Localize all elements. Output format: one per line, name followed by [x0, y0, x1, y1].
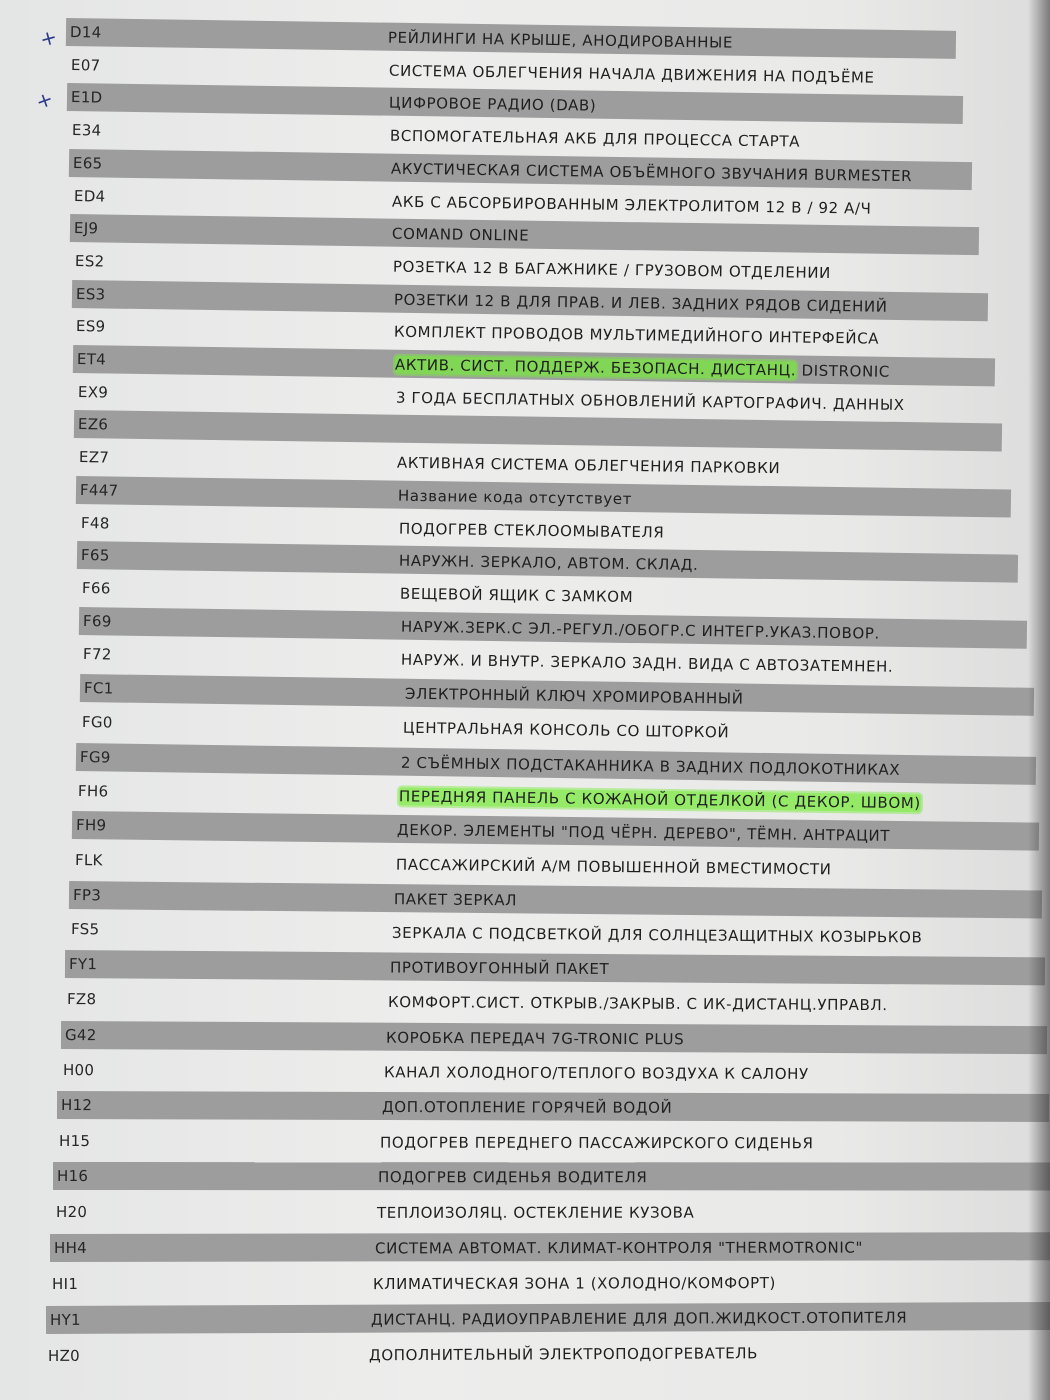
option-code: F72: [83, 645, 113, 664]
option-row: [78, 708, 1035, 750]
option-description: НАРУЖ.ЗЕРК.С ЭЛ.-РЕГУЛ./ОБОГР.С ИНТЕГР.УКАЗ.ПОВОР.: [400, 617, 880, 643]
option-code: ES2: [74, 251, 105, 271]
option-description: ДОП.ОТОПЛЕНИЕ ГОРЯЧЕЙ ВОДОЙ: [382, 1098, 673, 1118]
option-row: [65, 950, 1045, 985]
pen-mark-plus: +: [37, 24, 60, 52]
option-row: [57, 1091, 1049, 1122]
option-code: H15: [59, 1131, 91, 1150]
option-row: [61, 1021, 1047, 1054]
option-code: FY1: [68, 955, 98, 974]
option-description: АКТИВНАЯ СИСТЕМА ОБЛЕГЧЕНИЯ ПАРКОВКИ: [396, 453, 781, 478]
option-code: ES3: [75, 284, 106, 304]
option-row: [50, 1232, 1050, 1262]
option-code: E1D: [71, 88, 104, 107]
option-description: АКУСТИЧЕСКАЯ СИСТЕМА ОБЪЁМНОГО ЗВУЧАНИЯ BURMESTER: [390, 159, 913, 186]
option-code: F66: [81, 578, 111, 598]
option-code: EZ7: [78, 448, 110, 467]
option-code: ET4: [76, 350, 107, 369]
option-code: FS5: [70, 920, 100, 939]
option-code: E65: [72, 153, 103, 173]
option-description: СИСТЕМА ОБЛЕГЧЕНИЯ НАЧАЛА ДВИЖЕНИЯ НА ПОДЪЁМЕ: [388, 61, 875, 87]
option-code: E34: [71, 121, 102, 140]
option-row: [70, 846, 1040, 885]
option-code: FLK: [74, 851, 103, 870]
option-code: D14: [69, 23, 102, 42]
option-row: [53, 1162, 1050, 1191]
option-row: [48, 1267, 1050, 1298]
option-description: КОМФОРТ.СИСТ. ОТКРЫВ./ЗАКРЫВ. С ИК-ДИСТАНЦ.УПРАВЛ.: [387, 993, 888, 1015]
option-row: [44, 1337, 1050, 1370]
option-code: H16: [57, 1167, 89, 1186]
option-code: FH9: [76, 816, 107, 835]
option-code: FG0: [81, 713, 113, 732]
option-code: E07: [70, 55, 101, 75]
option-code: FC1: [83, 679, 114, 698]
option-code: H00: [63, 1060, 95, 1080]
highlighter-mark: АКТИВ. СИСТ. ПОДДЕРЖ. БЕЗОПАСН. ДИСТАНЦ.: [394, 355, 797, 380]
option-description: ВСПОМОГАТЕЛЬНАЯ АКБ ДЛЯ ПРОЦЕССА СТАРТА: [389, 126, 801, 151]
option-code: HY1: [49, 1311, 81, 1330]
option-code: FP3: [72, 885, 101, 904]
page-fold-shadow: [1028, 0, 1050, 1400]
option-description: ПРОТИВОУГОННЫЙ ПАКЕТ: [389, 958, 610, 979]
option-code: G42: [64, 1025, 97, 1044]
option-description: НАРУЖ. И ВНУТР. ЗЕРКАЛО ЗАДН. ВИДА С АВТОЗАТЕМНЕН.: [401, 651, 894, 677]
option-description: ДИСТАНЦ. РАДИОУПРАВЛЕНИЕ ДЛЯ ДОП.ЖИДКОСТ.ОТОПИТЕЛЯ: [370, 1308, 908, 1329]
option-code: F48: [80, 513, 110, 532]
option-description: НАРУЖН. ЗЕРКАЛО, АВТОМ. СКЛАД.: [399, 551, 699, 575]
option-description: ПОДОГРЕВ СИДЕНЬЯ ВОДИТЕЛЯ: [378, 1168, 648, 1187]
option-description: СИСТЕМА АВТОМАТ. КЛИМАТ-КОНТРОЛЯ "THERMOTRONIC": [374, 1238, 863, 1258]
option-description: РОЗЕТКА 12 В БАГАЖНИКЕ / ГРУЗОВОМ ОТДЕЛЕНИИ: [392, 257, 831, 282]
option-code: HZ0: [47, 1347, 80, 1366]
option-code: FG9: [80, 747, 112, 767]
option-description: ЦИФРОВОЕ РАДИО (DAB): [389, 94, 597, 116]
option-description: ДОПОЛНИТЕЛЬНЫЙ ЭЛЕКТРОПОДОГРЕВАТЕЛЬ: [368, 1344, 758, 1365]
option-description: 3 ГОДА БЕСПЛАТНЫХ ОБНОВЛЕНИЙ КАРТОГРАФИЧ. ДАННЫХ: [395, 388, 905, 414]
highlighter-mark: ПЕРЕДНЯЯ ПАНЕЛЬ С КОЖАНОЙ ОТДЕЛКОЙ (С ДЕКОР. ШВОМ): [399, 787, 922, 813]
option-description: КЛИМАТИЧЕСКАЯ ЗОНА 1 (ХОЛОДНО/КОМФОРТ): [372, 1274, 776, 1294]
option-description: ПАССАЖИРСКИЙ А/М ПОВЫШЕННОЙ ВМЕСТИМОСТИ: [395, 855, 832, 879]
option-description: ЦЕНТРАЛЬНАЯ КОНСОЛЬ СО ШТОРКОЙ: [402, 719, 730, 742]
option-description: КОМПЛЕКТ ПРОВОДОВ МУЛЬТИМЕДИЙНОГО ИНТЕРФЕЙСА: [394, 322, 880, 348]
option-description: [399, 781, 921, 816]
option-code: ED4: [73, 186, 106, 206]
option-description: ДЕКОР. ЭЛЕМЕНТЫ "ПОД ЧЁРН. ДЕРЕВО", ТЁМН. АНТРАЦИТ: [397, 821, 891, 846]
option-row: [74, 777, 1038, 818]
option-description: ПОДОГРЕВ ПЕРЕДНЕГО ПАССАЖИРСКОГО СИДЕНЬЯ: [380, 1133, 814, 1153]
option-row: [67, 915, 1044, 952]
option-description-tail: DISTRONIC: [796, 361, 891, 381]
option-code: HI1: [51, 1274, 78, 1294]
option-code: H20: [55, 1203, 87, 1222]
option-description: Название кода отсутствует: [397, 486, 632, 508]
option-code: F65: [81, 546, 110, 565]
option-row: [63, 985, 1046, 1019]
option-description: ЭЛЕКТРОННЫЙ КЛЮЧ ХРОМИРОВАННЫЙ: [404, 685, 744, 709]
option-description: КОРОБКА ПЕРЕДАЧ 7G-TRONIC PLUS: [385, 1028, 685, 1048]
option-description: 2 СЪЁМНЫХ ПОДСТАКАННИКА В ЗАДНИХ ПОДЛОКОТНИКАХ: [401, 753, 901, 779]
option-code: FH6: [78, 782, 109, 801]
option-description: ПОДОГРЕВ СТЕКЛООМЫВАТЕЛЯ: [398, 519, 665, 542]
option-row: [72, 811, 1039, 851]
option-code: FZ8: [66, 990, 97, 1009]
option-code: EX9: [77, 382, 109, 402]
option-code: F69: [82, 611, 112, 631]
option-row: [51, 1198, 1050, 1227]
option-row: [55, 1127, 1050, 1157]
option-description: КАНАЛ ХОЛОДНОГО/ТЕПЛОГО ВОЗДУХА К САЛОНУ: [384, 1063, 809, 1083]
option-description: РОЗЕТКИ 12 В ДЛЯ ПРАВ. И ЛЕВ. ЗАДНИХ РЯДОВ СИДЕНИЙ: [393, 290, 888, 316]
option-description: [395, 350, 890, 385]
option-code: EJ9: [74, 219, 99, 238]
option-code: HH4: [53, 1239, 87, 1258]
option-description: АКБ С АБСОРБИРОВАННЫМ ЭЛЕКТРОЛИТОМ 12 В / 92 А/Ч: [391, 192, 872, 218]
option-description: ПАКЕТ ЗЕРКАЛ: [393, 889, 517, 910]
option-description: ТЕПЛОИЗОЛЯЦ. ОСТЕКЛЕНИЕ КУЗОВА: [376, 1203, 694, 1223]
option-row: [46, 1302, 1050, 1334]
option-description: COMAND ONLINE: [392, 224, 530, 245]
option-description: ЗЕРКАЛА С ПОДСВЕТКОЙ ДЛЯ СОЛНЦЕЗАЩИТНЫХ КОЗЫРЬКОВ: [391, 924, 923, 947]
option-code: H12: [61, 1096, 93, 1115]
pen-mark-plus: +: [32, 85, 57, 115]
option-code: F447: [79, 480, 119, 500]
option-description: ВЕЩЕВОЙ ЯЩИК С ЗАМКОМ: [399, 584, 634, 606]
option-description: РЕЙЛИНГИ НА КРЫШЕ, АНОДИРОВАННЫЕ: [387, 28, 734, 52]
option-row: [68, 881, 1041, 919]
option-code: ES9: [76, 317, 106, 336]
option-code: EZ6: [78, 415, 109, 434]
option-row: [59, 1056, 1048, 1088]
